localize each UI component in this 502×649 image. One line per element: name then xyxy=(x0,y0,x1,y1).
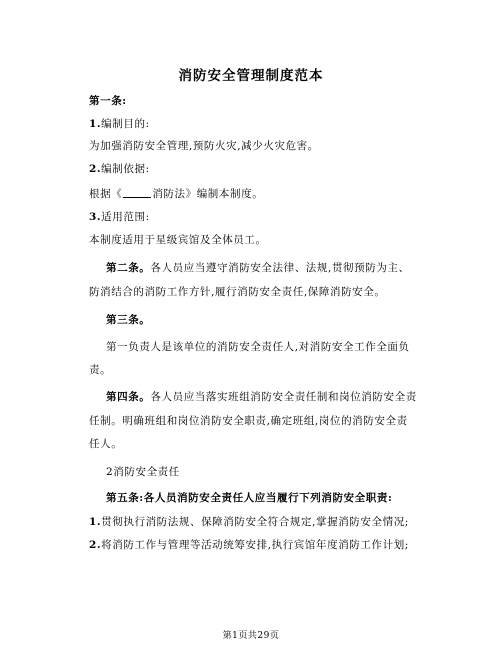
text-after-blank: 消防法》编制本制度。 xyxy=(152,188,264,200)
section-number: 3. xyxy=(89,211,102,223)
article-3-heading: 第三条。 xyxy=(106,314,151,326)
article-1-heading: 第一条: xyxy=(89,95,127,107)
page-footer: 第1页共29页 xyxy=(222,631,280,641)
section-2-heading: 2消防安全责任 xyxy=(106,466,180,478)
section-label: 编制依据: xyxy=(101,163,150,175)
article-1-section-1-label xyxy=(89,118,150,131)
section-number: 1. xyxy=(89,118,102,130)
section-label: 编制目的: xyxy=(101,118,150,130)
article-1-section-1-text: 为加强消防安全管理,预防火灾,减少火灾危害。 xyxy=(89,140,319,152)
article-4-line-2: 任制。明确班组和岗位消防安全职责,确定班组,岗位的消防安全责 xyxy=(89,415,408,427)
text-before-blank: 根据《 xyxy=(89,188,123,200)
article-2-text: 各人员应当遵守消防安全法律、法规,贯彻预防为主、 xyxy=(150,262,410,274)
article-4-text: 各人员应当落实班组消防安全责任制和岗位消防安全责 xyxy=(150,391,417,403)
article-4-heading: 第四条。 xyxy=(106,391,151,403)
article-4-line-3: 任人。 xyxy=(89,438,123,450)
article-5-item-2 xyxy=(89,539,409,552)
article-1-section-3-text: 本制度适用于星级宾馆及全体员工。 xyxy=(89,234,267,246)
article-2-line-1 xyxy=(106,262,410,275)
document-title: 消防安全管理制度范本 xyxy=(178,68,324,84)
fill-in-blank xyxy=(123,187,151,198)
article-2-line-2: 防消结合的消防工作方针,履行消防安全责任,保障消防安全。 xyxy=(89,286,386,298)
item-text: 贯彻执行消防法规、保障消防安全符合规定,掌握消防安全情况; xyxy=(101,516,409,528)
item-number: 1. xyxy=(89,516,102,528)
article-3-line-1: 第一负责人是该单位的消防安全责任人,对消防安全工作全面负 xyxy=(106,341,410,353)
article-1-section-3-label xyxy=(89,211,150,224)
article-1-section-2-label xyxy=(89,163,150,176)
article-5-item-1 xyxy=(89,516,409,529)
article-4-line-1 xyxy=(106,391,417,404)
section-label: 适用范围: xyxy=(101,211,150,223)
article-3-line-2: 责。 xyxy=(89,364,112,376)
article-5-heading: 第五条:各人员消防安全责任人应当履行下列消防安全职责: xyxy=(106,492,393,504)
section-number: 2. xyxy=(89,163,102,175)
article-1-section-2-text xyxy=(89,187,263,201)
article-2-heading: 第二条。 xyxy=(106,262,151,274)
item-text: 将消防工作与管理等活动统筹安排,执行宾馆年度消防工作计划; xyxy=(101,539,409,551)
item-number: 2. xyxy=(89,539,102,551)
